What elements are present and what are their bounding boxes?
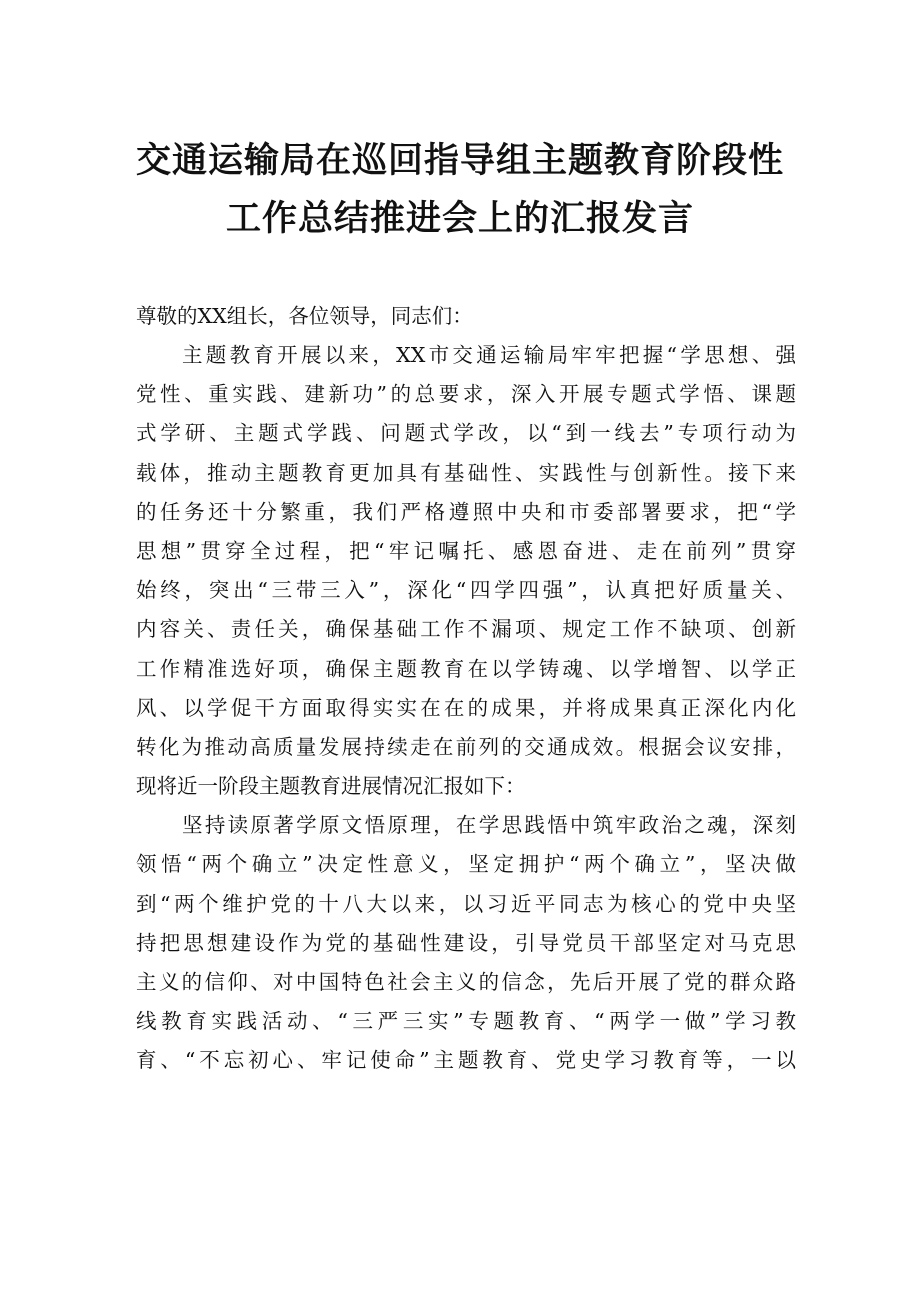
greeting: 尊敬的XX组长，各位领导，同志们：: [136, 304, 473, 328]
paragraph-line: 始终，突出“三带三入”，深化“四学四强”，认真把好质量关、: [136, 578, 796, 603]
paragraph-line: 载体，推动主题教育更加具有基础性、实践性与创新性。接下来: [136, 460, 796, 485]
paragraph-line: 线教育实践活动、“三严三实”专题教育、“两学一做”学习教: [136, 1009, 796, 1034]
paragraph-line: 风、以学促干方面取得实实在在的成果，并将成果真正深化内化: [136, 695, 796, 720]
paragraph-line: 转化为推动高质量发展持续走在前列的交通成效。根据会议安排，: [136, 734, 796, 759]
paragraph-line: 领悟“两个确立”决定性意义，坚定拥护“两个确立”，坚决做: [136, 852, 796, 877]
paragraph-line: 到“两个维护党的十八大以来，以习近平同志为核心的党中央坚: [136, 891, 796, 916]
paragraph-line: 式学研、主题式学践、问题式学改，以“到一线去”专项行动为: [136, 421, 796, 446]
title-line-1: 交通运输局在巡回指导组主题教育阶段性: [135, 141, 784, 181]
paragraph-line: 工作精准选好项，确保主题教育在以学铸魂、以学增智、以学正: [136, 656, 796, 681]
paragraph-line: 内容关、责任关，确保基础工作不漏项、规定工作不缺项、创新: [136, 617, 796, 642]
paragraph-line: 的任务还十分繁重，我们严格遵照中央和市委部署要求，把“学: [136, 499, 796, 524]
title-line-2: 工作总结推进会上的汇报发言: [225, 199, 694, 239]
paragraph-line: 主义的信仰、对中国特色社会主义的信念，先后开展了党的群众路: [136, 970, 796, 994]
paragraph-line: 党性、重实践、建新功”的总要求，深入开展专题式学悟、课题: [136, 382, 796, 407]
paragraph-2: [136, 806, 796, 1080]
document-title: [0, 132, 920, 248]
paragraph-line: 主题教育开展以来，XX市交通运输局牢牢把握“学思想、强: [182, 343, 796, 367]
document-body: [136, 297, 796, 1081]
paragraph-line: 坚持读原著学原文悟原理，在学思践悟中筑牢政治之魂，深刻: [182, 813, 796, 838]
paragraph-1: [136, 336, 796, 806]
paragraph-line: 思想”贯穿全过程，把“牢记嘱托、感恩奋进、走在前列”贯穿: [136, 538, 796, 563]
paragraph-line: 育、“不忘初心、牢记使命”主题教育、党史学习教育等，一以: [136, 1048, 796, 1073]
paragraph-line: 持把思想建设作为党的基础性建设，引导党员干部坚定对马克思: [136, 930, 796, 955]
paragraph-line: 现将近一阶段主题教育进展情况汇报如下：: [136, 774, 526, 799]
